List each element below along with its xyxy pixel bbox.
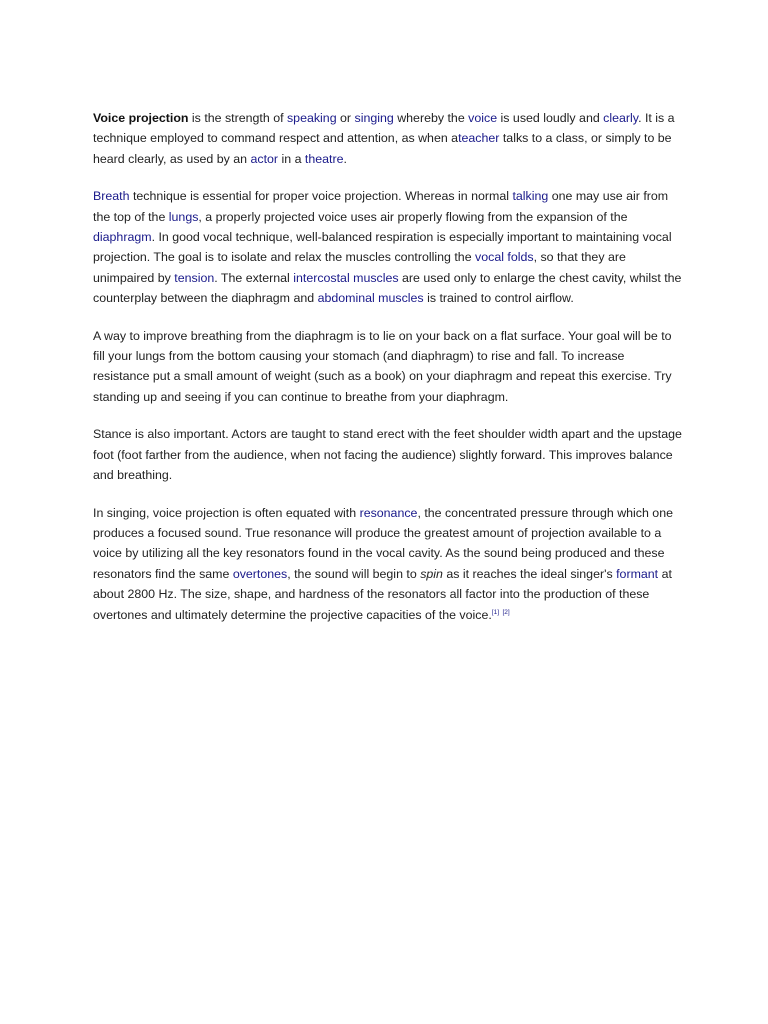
link-clearly[interactable]: clearly (603, 111, 639, 125)
paragraph-text: is used loudly and (497, 111, 604, 125)
paragraph-text: technique is essential for proper voice projection. Whereas in normal (129, 189, 513, 204)
paragraph-text: , so that they are unimpaired by (93, 250, 626, 285)
paragraph-text: is trained to control airflow. (423, 291, 574, 306)
link-actor[interactable]: actor (250, 151, 279, 166)
link-teacher[interactable]: teacher (458, 131, 500, 146)
paragraph-text: or (336, 111, 355, 125)
link-intercostal-muscles[interactable]: intercostal muscles (293, 270, 399, 285)
link-vocal-folds[interactable]: vocal folds (475, 250, 534, 265)
link-abdominal-muscles[interactable]: abdominal muscles (317, 291, 424, 306)
paragraph-text: is the strength of (188, 111, 287, 125)
reference-2[interactable]: [2] (502, 608, 510, 616)
paragraph-text: , the sound will begin to (287, 566, 421, 581)
link-formant[interactable]: formant (616, 566, 659, 581)
paragraph-text: at about 2800 Hz. The size, shape, and hardness of the resonators all factor into the production of these overtones and ultimately determine the projective capacities of the voice. (93, 566, 672, 622)
paragraph-text: . In good vocal technique, well-balanced respiration is especially important to maintaining vocal projection. The goal is to isolate and relax the muscles controlling the (93, 230, 672, 265)
article-body (93, 108, 683, 642)
paragraph-text: are used only to enlarge the chest cavity, whilst the counterplay between the diaphragm and (93, 270, 682, 306)
link-speaking[interactable]: speaking (286, 111, 337, 125)
paragraph-breathing-exercise: A way to improve breathing from the diaphragm is to lie on your back on a flat surface. Your goal will be to fill your lungs from the bottom causing your stomach (and diaphragm) to rise and fall. To increase resistance put a small amount of weight (such as a book) on your diaphragm and repeat this exercise. Try standing up and seeing if you can continue to breathe from your diaphragm. (93, 328, 672, 404)
link-resonance[interactable]: resonance (359, 505, 418, 520)
paragraph-text: . The external (214, 270, 294, 285)
link-overtones[interactable]: overtones (232, 566, 288, 581)
paragraph-text: in a (278, 151, 305, 166)
paragraph-text: as it reaches the ideal singer's (442, 566, 617, 581)
paragraph-text: one may use air from the top of the (93, 189, 669, 224)
paragraph-text: whereby the (393, 111, 469, 125)
link-lungs[interactable]: lungs (168, 209, 199, 224)
paragraph-text: , a properly projected voice uses air properly flowing from the expansion of the (198, 209, 628, 224)
article-term: Voice projection (93, 111, 189, 125)
paragraph-text: In singing, voice projection is often equated with (93, 505, 360, 520)
paragraph-text: . (343, 151, 347, 166)
paragraph-breath (93, 186, 683, 308)
paragraph-intro (93, 108, 683, 169)
paragraph-text: , the concentrated pressure through which one produces a focused sound. True resonance will produce the greatest amount of projection available to a voice by utilizing all the key resonators found in the vocal cavity. As the sound being produced and these resonators find the same (93, 505, 673, 581)
link-breath[interactable]: Breath (93, 189, 130, 204)
paragraph-text: . It is a technique employed to command respect and attention, as when a (93, 111, 675, 146)
link-singing[interactable]: singing (354, 111, 394, 125)
link-talking[interactable]: talking (512, 189, 549, 204)
link-tension[interactable]: tension (174, 270, 215, 285)
link-voice[interactable]: voice (468, 111, 498, 125)
italic-spin: spin (420, 566, 443, 581)
paragraph-singing (93, 503, 683, 625)
link-diaphragm[interactable]: diaphragm (93, 230, 152, 245)
paragraph-text: talks to a class, or simply to be heard clearly, as used by an (93, 131, 672, 166)
reference-1[interactable]: [1] (491, 608, 500, 616)
paragraph-stance: Stance is also important. Actors are taught to stand erect with the feet shoulder width apart and the upstage foot (foot farther from the audience, when not facing the audience) slightly forward. This improves balance and breathing. (93, 427, 682, 483)
link-theatre[interactable]: theatre (304, 151, 344, 166)
